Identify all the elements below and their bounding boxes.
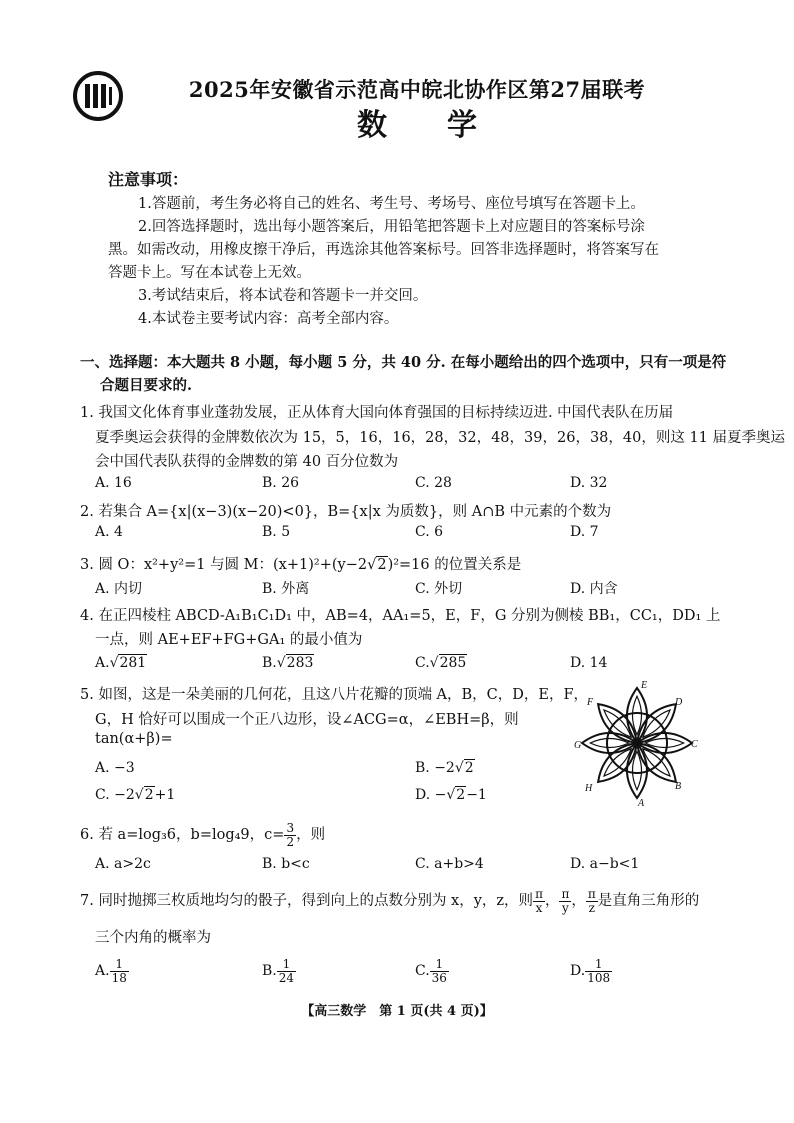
question-2-option-d: D. 7 [570,524,599,540]
notice-item: 1.答题前，考生务必将自己的姓名、考生号、考场号、座位号填写在答题卡上。 [138,196,645,212]
question-4-line: 一点，则 AE+EF+FG+GA₁ 的最小值为 [95,632,363,648]
section-heading: 一、选择题：本大题共 8 小题，每小题 5 分，共 40 分. 在每小题给出的四个选项中，只有一项是符 [80,354,727,371]
question-3-stem: 3. 圆 O：x²+y²=1 与圆 M：(x+1)²+(y−2√2)²=16 的位置关系是 [80,557,522,573]
question-7-option-d: D. $\frac{1}{108}$ [570,957,611,985]
geometric-flower-figure [572,678,702,808]
question-3-option-a: A. 内切 [95,581,143,597]
vertex-label-a: A [638,798,645,808]
question-6-stem: 6. 若 a=log₃6，b=log₄9，c= $\frac{3}{2}$ ，则 [80,821,326,849]
vertex-label-c: C [691,739,698,750]
question-1-option-c: C. 28 [415,475,452,491]
vertex-label-d: D [675,697,683,708]
question-5-option-b: B. −2√2 [415,760,474,776]
question-7-option-a: A. $\frac{1}{18}$ [95,957,127,985]
question-5-option-c: C. −2√2+1 [95,787,176,803]
vertex-label-e: E [641,680,648,691]
question-6-option-b: B. b<c [262,856,310,872]
vertex-label-b: B [675,781,682,792]
vertex-label-h: H [585,783,593,794]
question-7-stem: 7. 同时抛掷三枚质地均匀的骰子，得到向上的点数分别为 x，y，z，则 $\frac{\pi}{x}$ ， $\frac{\pi}{y}$ ， $\frac{\pi}{z}$ 是直角三角形的 [80,887,700,915]
question-1-line: 会中国代表队获得的金牌数的第 40 百分位数为 [95,454,399,470]
notice-heading: 注意事项： [108,170,189,189]
notice-item: 4.本试卷主要考试内容：高考全部内容。 [138,311,399,327]
question-4-line: 4. 在正四棱柱 ABCD-A₁B₁C₁D₁ 中，AB=4，AA₁=5，E，F，G 分别为侧棱 BB₁，CC₁，DD₁ 上 [80,608,721,624]
question-7-line: 三个内角的概率为 [95,930,211,946]
question-7-option-c: C. $\frac{1}{36}$ [415,957,447,985]
question-3-option-d: D. 内含 [570,581,618,597]
question-3-option-b: B. 外离 [262,581,310,597]
fraction: $\frac{3}{2}$ [286,821,295,849]
question-1-option-a: A. 16 [95,475,132,491]
question-3-option-c: C. 外切 [415,581,463,597]
question-5-line: tan(α+β)= [95,731,173,747]
question-2-option-a: A. 4 [95,524,123,540]
question-1-option-d: D. 32 [570,475,608,491]
question-2-option-b: B. 5 [262,524,291,540]
question-6-option-a: A. a>2c [95,856,151,872]
question-5-line: 5. 如图，这是一朵美丽的几何花，且这八片花瓣的顶端 A，B，C，D，E，F， [80,687,589,703]
page-footer: 【高三数学 第 1 页(共 4 页)】 [301,1004,493,1019]
section-heading-cont: 合题目要求的. [100,377,193,394]
question-2-stem: 2. 若集合 A={x|(x−3)(x−20)<0}，B={x|x 为质数}，则 A∩B 中元素的个数为 [80,504,612,520]
question-5-option-a: A. −3 [95,760,135,776]
question-6-option-c: C. a+b>4 [415,856,484,872]
question-4-option-d: D. 14 [570,655,608,671]
exam-title: 2025年安徽省示范高中皖北协作区第27届联考 [188,77,646,102]
question-4-option-b: B.√283 [262,655,314,671]
question-4-option-c: C.√285 [415,655,467,671]
vertex-label-f: F [587,697,594,708]
subject-title: 数学 [357,108,537,143]
question-5-option-d: D. −√2−1 [415,787,487,803]
question-1-option-b: B. 26 [262,475,300,491]
question-1-line: 1. 我国文化体育事业蓬勃发展，正从体育大国向体育强国的目标持续迈进. 中国代表队在历届 [80,405,674,421]
question-2-option-c: C. 6 [415,524,444,540]
question-1-line: 夏季奥运会获得的金牌数依次为 15，5，16，16，28，32，48，39，26，38，40，则这 11 届夏季奥运 [95,430,786,446]
question-6-option-d: D. a−b<1 [570,856,640,872]
notice-item: 答题卡上。写在本试卷上无效。 [108,265,311,281]
question-5-line: G，H 恰好可以围成一个正八边形，设∠ACG=α，∠EBH=β，则 [95,712,519,728]
question-4-option-a: A.√281 [95,655,147,671]
vertex-label-g: G [574,740,582,751]
notice-item: 3.考试结束后，将本试卷和答题卡一并交回。 [138,288,428,304]
question-7-option-b: B. $\frac{1}{24}$ [262,957,295,985]
notice-item: 2.回答选择题时，选出每小题答案后，用铅笔把答题卡上对应题目的答案标号涂 [138,219,645,235]
notice-item: 黑。如需改动，用橡皮擦干净后，再选涂其他答案标号。回答非选择题时，将答案写在 [108,242,659,258]
